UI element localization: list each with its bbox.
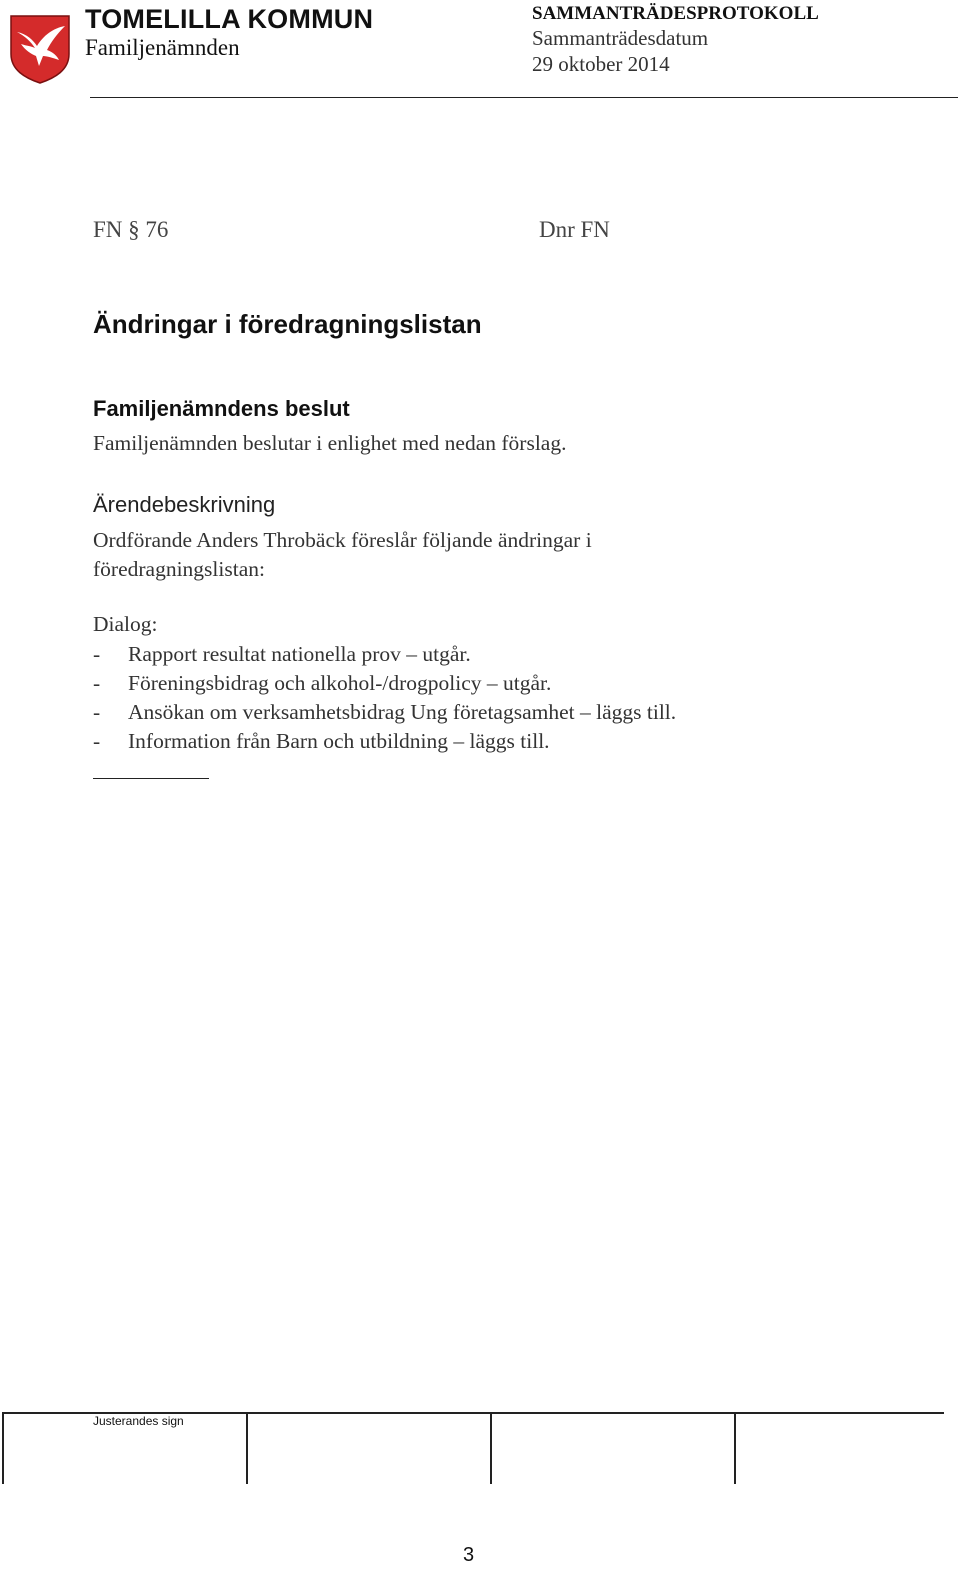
signature-box-divider <box>246 1412 248 1484</box>
meeting-date: 29 oktober 2014 <box>532 52 670 76</box>
paragraph-number: FN § 76 <box>93 217 169 242</box>
description-text: Ordförande Anders Throbäck föreslår följande ändringar i föredragningslistan: <box>93 528 592 581</box>
description-heading: Ärendebeskrivning <box>93 492 276 517</box>
signature-box-divider <box>2 1412 4 1484</box>
meeting-date-label: Sammanträdesdatum <box>532 26 709 50</box>
document-type: SAMMANTRÄDESPROTOKOLL <box>532 3 819 24</box>
list-item <box>93 700 676 729</box>
list-item <box>93 642 471 671</box>
list-item-text: Rapport resultat nationella prov – utgår. <box>128 642 471 666</box>
decision-text: Familjenämnden beslutar i enlighet med nedan förslag. <box>93 431 567 455</box>
registration-number: Dnr FN <box>539 217 610 242</box>
org-name: TOMELILLA KOMMUN <box>85 4 374 34</box>
list-dash: - <box>93 671 101 695</box>
list-item <box>93 729 550 758</box>
list-item-text: Information från Barn och utbildning – läggs till. <box>128 729 550 753</box>
decision-heading: Familjenämndens beslut <box>93 396 350 421</box>
page-number: 3 <box>463 1544 475 1566</box>
item-title: Ändringar i föredragningslistan <box>93 309 482 339</box>
signature-label: Justerandes sign <box>93 1414 184 1428</box>
section-end-rule <box>93 778 209 779</box>
list-item <box>93 671 551 700</box>
list-dash: - <box>93 700 101 724</box>
municipal-crest-icon <box>9 14 71 84</box>
list-item-text: Föreningsbidrag och alkohol-/drogpolicy – utgår. <box>128 671 552 695</box>
list-dash: - <box>93 729 101 753</box>
dialog-label: Dialog: <box>93 612 158 636</box>
header-divider <box>90 97 958 98</box>
signature-box-divider <box>490 1412 492 1484</box>
committee-name: Familjenämnden <box>85 35 240 60</box>
list-dash: - <box>93 642 101 666</box>
list-item-text: Ansökan om verksamhetsbidrag Ung företagsamhet – läggs till. <box>128 700 677 724</box>
signature-box-divider <box>734 1412 736 1484</box>
